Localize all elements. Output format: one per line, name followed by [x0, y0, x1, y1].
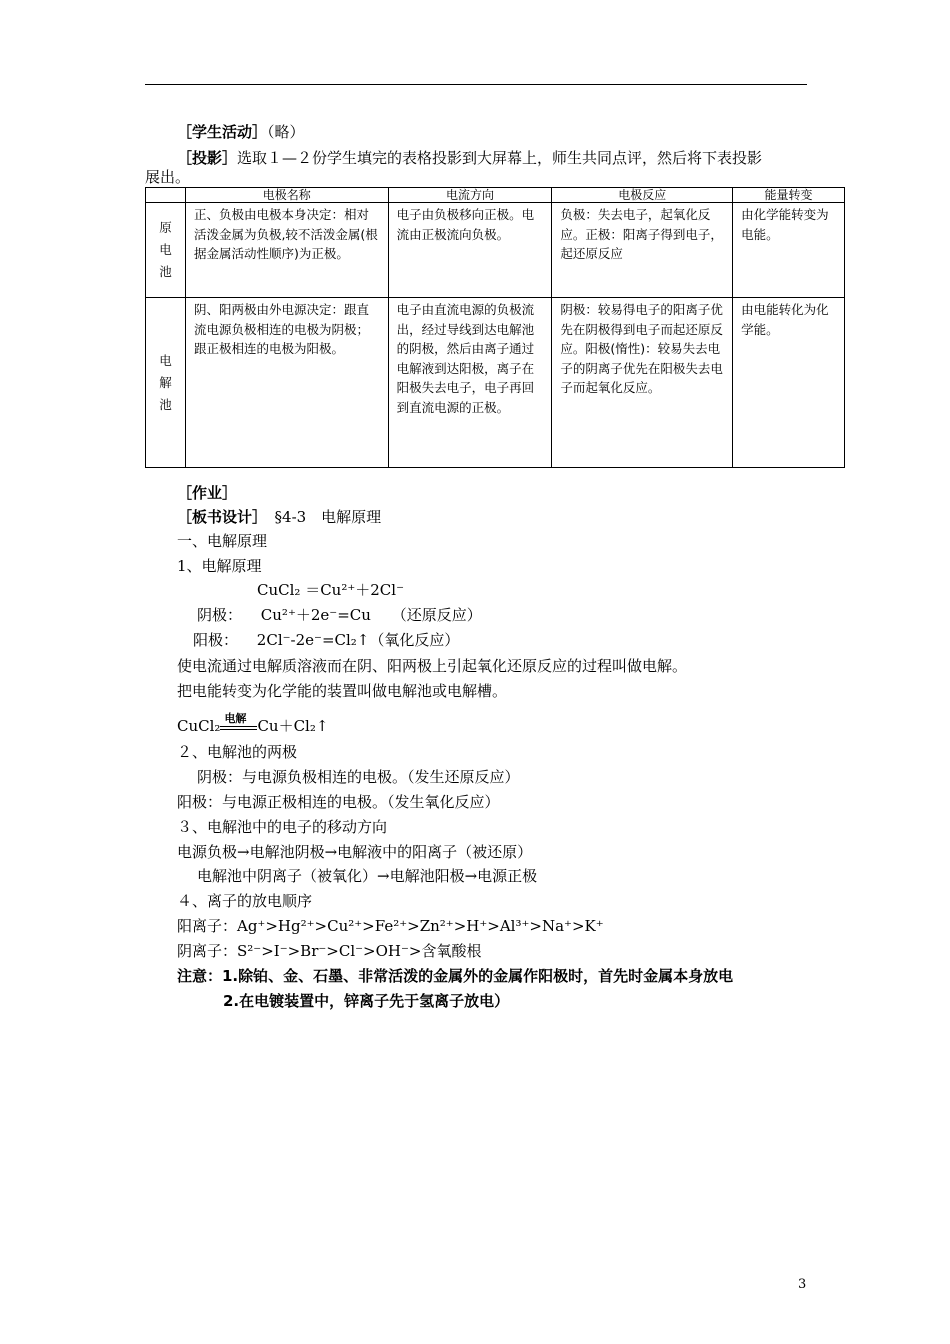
anion-order: 阴离子：S²⁻>I⁻>Br⁻>Cl⁻>OH⁻>含氧酸根 — [177, 942, 482, 960]
table-cell: 电子由直流电源的负极流出，经过导线到达电解池的阴极，然后由离子通过电解液到达阳极，离子在阳极失去电子，电子再回到直流电源的正极。 — [388, 298, 552, 468]
heading-4: ４、离子的放电顺序 — [177, 892, 313, 910]
projection-continuation: 展出。 — [145, 168, 191, 186]
table-cell: 正、负极由电极本身决定：相对活泼金属为负极,较不活泼金属(根据金属活动性顺序)为正极。 — [185, 203, 388, 298]
cathode-definition: 阴极：与电源负极相连的电极。（发生还原反应） — [197, 768, 520, 786]
page-number: 3 — [798, 1277, 807, 1292]
heading-1-1: 1、电解原理 — [177, 557, 262, 575]
equation-products: Cu＋Cl₂↑ — [257, 717, 329, 735]
board-design-section: §4-3 电解原理 — [274, 508, 382, 526]
row-label-cell — [146, 203, 186, 298]
comparison-table — [145, 187, 845, 468]
board-design-line — [177, 507, 381, 527]
electrolysis-equals-sign — [220, 712, 257, 734]
table-cell: 负极：失去电子，起氧化反应。正极：阳离子得到电子，起还原反应 — [552, 203, 733, 298]
projection-line — [177, 148, 762, 168]
student-activity-label: ［学生活动］ — [177, 123, 268, 141]
projection-label: ［投影］ — [177, 149, 238, 167]
table-corner — [146, 188, 186, 203]
table-header: 电流方向 — [388, 188, 552, 203]
student-activity-line — [177, 122, 305, 142]
row-label-cell — [146, 298, 186, 468]
anode-definition: 阳极：与电源正极相连的电极。（发生氧化反应） — [177, 793, 500, 811]
board-design-label: ［板书设计］ — [177, 508, 260, 526]
header-rule — [145, 84, 807, 85]
table-row — [146, 298, 845, 468]
table-cell: 阴极：较易得电子的阳离子优先在阴极得到电子而起还原反应。阳极(惰性)：较易失去电子的阴离子优先在阳极失去电子而起氧化反应。 — [552, 298, 733, 468]
row-label: 原电池 — [159, 220, 172, 279]
cathode-label: 阴极： — [197, 606, 243, 624]
homework-heading: ［作业］ — [177, 484, 238, 502]
heading-2: ２、电解池的两极 — [177, 743, 298, 761]
anode-equation: 2Cl⁻-2e⁻=Cl₂↑ — [256, 631, 370, 649]
ionization-equation: CuCl₂ ＝Cu²⁺＋2Cl⁻ — [257, 581, 404, 599]
definition-electrolysis: 使电流通过电解质溶液而在阴、阳两极上引起氧化还原反应的过程叫做电解。 — [177, 657, 688, 675]
electron-flow-2: 电解池中阴离子（被氧化）→电解池阳极→电源正极 — [197, 867, 538, 885]
table-cell: 电子由负极移向正极。电流由正极流向负极。 — [388, 203, 552, 298]
electron-flow-1: 电源负极→电解池阴极→电解液中的阳离子（被还原） — [177, 843, 533, 861]
projection-text: 选取１—２份学生填完的表格投影到大屏幕上，师生共同点评，然后将下表投影 — [237, 149, 763, 167]
cathode-reaction-line — [197, 605, 482, 625]
anode-type: （氧化反应） — [369, 631, 460, 649]
table-header-row — [146, 188, 845, 203]
note-line-2: 2.在电镀装置中，锌离子先于氢离子放电） — [223, 992, 510, 1010]
cation-order: 阳离子：Ag⁺>Hg²⁺>Cu²⁺>Fe²⁺>Zn²⁺>H⁺>Al³⁺>Na⁺>K⁺ — [177, 917, 604, 935]
overall-equation — [177, 712, 329, 736]
table-cell: 由电能转化为化学能。 — [733, 298, 845, 468]
table-row — [146, 203, 845, 298]
heading-3: ３、电解池中的电子的移动方向 — [177, 818, 388, 836]
table-header: 电极名称 — [185, 188, 388, 203]
student-activity-text: （略） — [267, 123, 305, 141]
table-header: 能量转变 — [733, 188, 845, 203]
anode-label: 阳极： — [193, 631, 239, 649]
heading-1: 一、电解原理 — [177, 532, 268, 550]
equation-condition: 电解 — [224, 712, 247, 725]
note-line-1: 注意：1.除铂、金、石墨、非常活泼的金属外的金属作阳极时，首先时金属本身放电 — [177, 967, 734, 985]
cathode-equation: Cu²⁺＋2e⁻=Cu — [260, 606, 371, 624]
table-cell: 阴、阳两极由外电源决定：跟直流电源负极相连的电极为阴极；跟正极相连的电极为阳极。 — [185, 298, 388, 468]
definition-cell: 把电能转变为化学能的装置叫做电解池或电解槽。 — [177, 682, 508, 700]
anode-reaction-line — [193, 630, 459, 650]
cathode-type: （还原反应） — [391, 606, 482, 624]
equation-reactant: CuCl₂ — [177, 717, 221, 735]
table-cell: 由化学能转变为电能。 — [733, 203, 845, 298]
table-header: 电极反应 — [552, 188, 733, 203]
row-label: 电解池 — [159, 352, 172, 412]
